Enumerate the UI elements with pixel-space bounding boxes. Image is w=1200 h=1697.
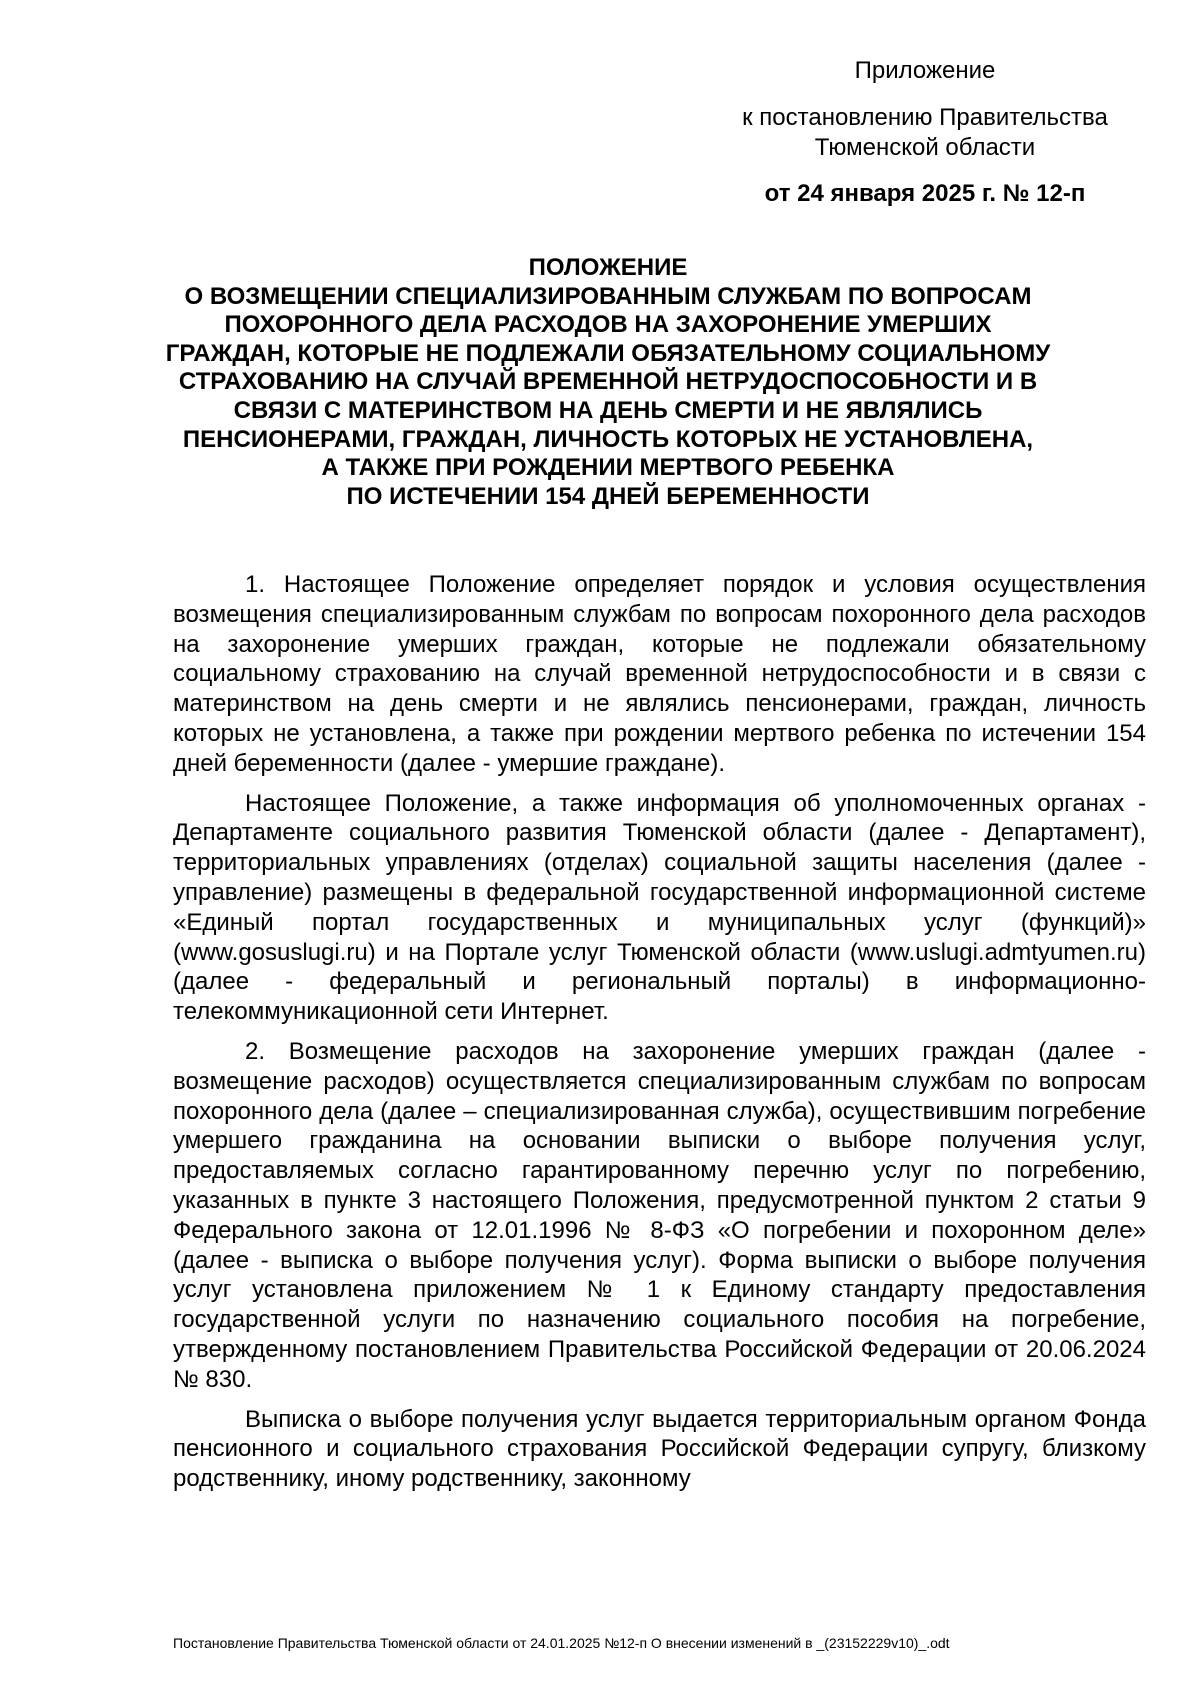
title-line: СТРАХОВАНИЮ НА СЛУЧАЙ ВРЕМЕННОЙ НЕТРУДОСПОСОБНОСТИ И В: [178, 368, 1038, 396]
paragraph-2: 2. Возмещение расходов на захоронение умерших граждан (далее - возмещение расходов) осуществляется специализированным службам по вопросам похоронного дела (далее – специализированная служба), осуществившим погребение умершего гражданина на основании выписки о выборе получения услуг, предоставляемых согласно гарантированному перечню услуг по погребению, указанных в пункте 3 настоящего Положения, предусмотренной пунктом 2 статьи 9 Федерального закона от 12.01.1996 № 8-ФЗ «О погребении и похоронном деле» (далее - выписка о выборе получения услуг). Форма выписки о выборе получения услуг установлена приложением № 1 к Единому стандарту предоставления государственной услуги по назначению социального пособия на погребение, утвержденному постановлением Правительства Российской Федерации от 20.06.2024 № 830.: [173, 1037, 1146, 1393]
paragraph-1: 1. Настоящее Положение определяет порядок и условия осуществления возмещения специализированным службам по вопросам похоронного дела расходов на захоронение умерших граждан, которые не подлежали обязательному социальному страхованию на случай временной нетрудоспособности и в связи с материнством на день смерти и не являлись пенсионерами, граждан, личность которых не установлена, а также при рождении мертвого ребенка по истечении 154 дней беременности (далее - умершие граждане).: [173, 571, 1146, 777]
page-footer: Постановление Правительства Тюменской области от 24.01.2025 №12-п О внесении изменений в _(23152229v10)_.odt: [173, 1635, 950, 1651]
appendix-header: [690, 56, 1160, 209]
title-line: ПОЛОЖЕНИЕ: [528, 254, 688, 281]
document-body: [173, 570, 1146, 1504]
title-line: ПЕНСИОНЕРАМИ, ГРАЖДАН, ЛИЧНОСТЬ КОТОРЫХ НЕ УСТАНОВЛЕНА,: [182, 425, 1034, 453]
title-line: ПОХОРОННОГО ДЕЛА РАСХОДОВ НА ЗАХОРОНЕНИЕ УМЕРШИХ: [224, 311, 992, 339]
title-line: О ВОЗМЕЩЕНИИ СПЕЦИАЛИЗИРОВАННЫМ СЛУЖБАМ ПО ВОПРОСАМ: [184, 282, 1032, 310]
decree-reference-line-1: к постановлению Правительства: [742, 104, 1108, 131]
appendix-label: Приложение: [854, 57, 996, 84]
decree-date-number: от 24 января 2025 г. № 12-п: [764, 180, 1086, 207]
title-line: ГРАЖДАН, КОТОРЫЕ НЕ ПОДЛЕЖАЛИ ОБЯЗАТЕЛЬНОМУ СОЦИАЛЬНОМУ: [165, 339, 1051, 367]
title-line: А ТАКЖЕ ПРИ РОЖДЕНИИ МЕРТВОГО РЕБЕНКА: [321, 454, 895, 482]
document-title: [158, 254, 1058, 511]
title-line: ПО ИСТЕЧЕНИИ 154 ДНЕЙ БЕРЕМЕННОСТИ: [346, 482, 870, 510]
title-line: СВЯЗИ С МАТЕРИНСТВОМ НА ДЕНЬ СМЕРТИ И НЕ ЯВЛЯЛИСЬ: [233, 396, 983, 424]
paragraph-portals: Настоящее Положение, а также информация об уполномоченных органах - Департаменте социального развития Тюменской области (далее - Департамент), территориальных управлениях (отделах) социальной защиты населения (далее - управление) размещены в федеральной государственной информационной системе «Единый портал государственных и муниципальных услуг (функций)» (www.gosuslugi.ru) и на Портале услуг Тюменской области (www.uslugi.admtyumen.ru) (далее - федеральный и региональный порталы) в информационно-телекоммуникационной сети Интернет.: [173, 789, 1146, 1026]
decree-reference-line-2: Тюменской области: [814, 134, 1036, 161]
paragraph-extract-issuance: Выписка о выборе получения услуг выдается территориальным органом Фонда пенсионного и социального страхования Российской Федерации супругу, близкому родственнику, иному родственнику, законному: [173, 1405, 1146, 1493]
